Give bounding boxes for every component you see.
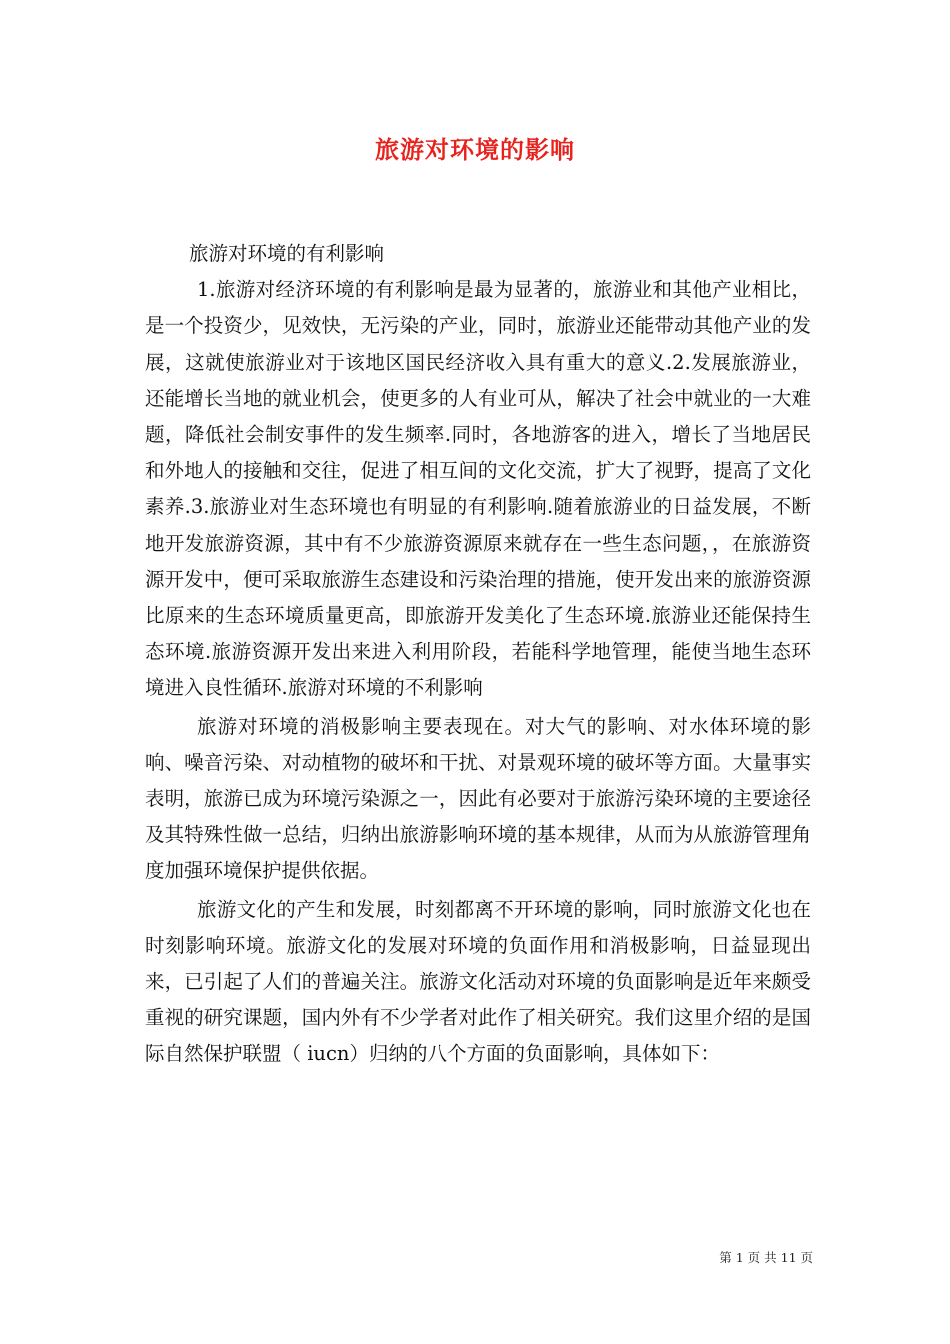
page-number: 第 1 页 共 11 页 bbox=[719, 1250, 813, 1265]
paragraph-positive-effects: 1.旅游对经济环境的有利影响是最为显著的，旅游业和其他产业相比，是一个投资少，见效快，无污染的产业，同时，旅游业还能带动其他产业的发展，这就使旅游业对于该地区国民经济收入具有重大的意义.2.发展旅游业，还能增长当地的就业机会，使更多的人有业可从，解决了社会中就业的一大难题，降低社会制安事件的发生频率.同时，各地游客的进入，增长了当地居民和外地人的接触和交往，促进了相互间的文化交流，扩大了视野，提高了文化素养.3.旅游业对生态环境也有明显的有利影响.随着旅游业的日益发展，不断地开发旅游资源，其中有不少旅游资源原来就存在一些生态问题，，在旅游资源开发中，便可采取旅游生态建设和污染治理的措施，使开发出来的旅游资源比原来的生态环境质量更高，即旅游开发美化了生态环境.旅游业还能保持生态环境.旅游资源开发出来进入利用阶段，若能科学地管理，能使当地生态环境进入良性循环.旅游对环境的不利影响 bbox=[145, 278, 811, 700]
document-title: 旅游对环境的影响 bbox=[375, 135, 575, 164]
document-body bbox=[145, 236, 811, 1073]
paragraph-negative-effects: 旅游对环境的消极影响主要表现在。对大气的影响、对水体环境的影响、噪音污染、对动植物的破坏和干扰、对景观环境的破坏等方面。大量事实表明，旅游已成为环境污染源之一，因此有必要对于旅游污染环境的主要途径及其特殊性做一总结，归纳出旅游影响环境的基本规律，从而为从旅游管理角度加强环境保护提供依据。 bbox=[145, 714, 811, 883]
section-heading-positive: 旅游对环境的有利影响 bbox=[189, 242, 385, 265]
paragraph-tourism-culture: 旅游文化的产生和发展，时刻都离不开环境的影响，同时旅游文化也在时刻影响环境。旅游文化的发展对环境的负面作用和消极影响，日益显现出来，已引起了人们的普遍关注。旅游文化活动对环境的负面影响是近年来颇受重视的研究课题，国内外有不少学者对此作了相关研究。我们这里介绍的是国际自然保护联盟（ iucn）归纳的八个方面的负面影响，具体如下： bbox=[145, 897, 811, 1066]
